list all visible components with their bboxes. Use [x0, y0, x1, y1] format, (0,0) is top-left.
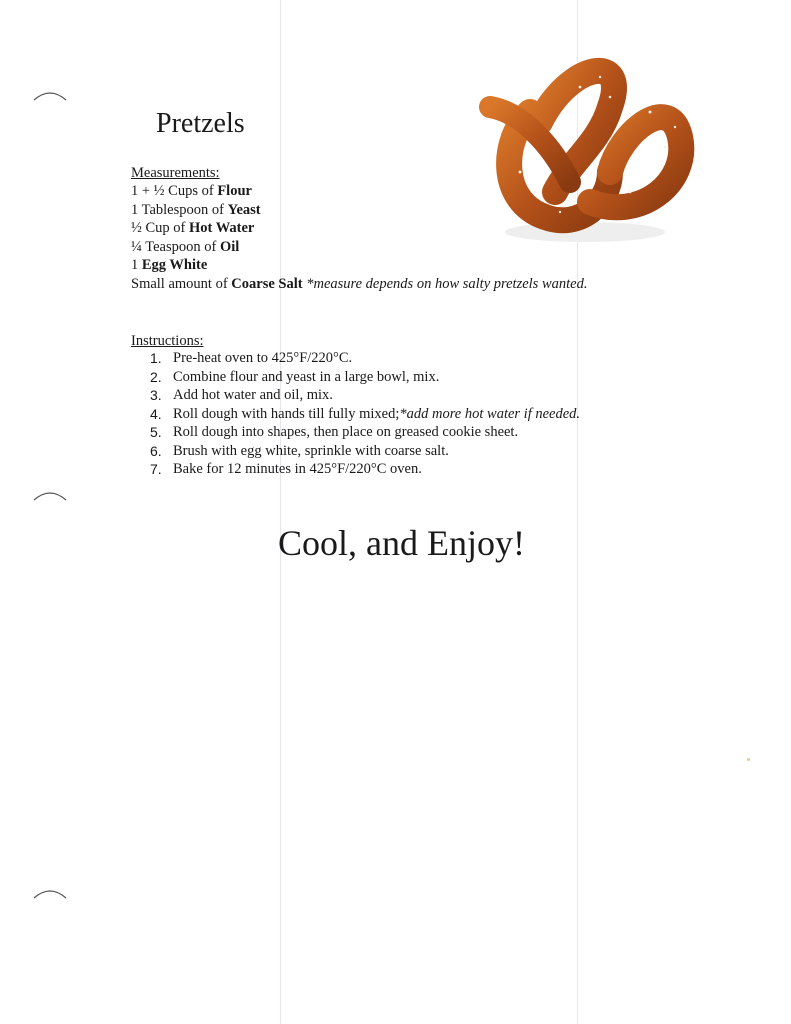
punch-hole-mark	[30, 486, 70, 526]
measurements-heading: Measurements:	[131, 165, 220, 181]
ingredient-item: ½ Cup of Hot Water	[131, 220, 255, 237]
closing-message: Cool, and Enjoy!	[278, 523, 525, 563]
ingredient-item: 1 Tablespoon of Yeast	[131, 201, 261, 218]
instructions-heading: Instructions:	[131, 333, 204, 349]
instruction-step: 5. Roll dough into shapes, then place on greased cookie sheet.	[150, 424, 519, 440]
ingredient-item: 1 + ½ Cups of Flour	[131, 183, 252, 199]
ingredient-item: ¼ Teaspoon of Oil	[131, 238, 240, 255]
scan-line	[280, 0, 281, 1024]
instruction-list	[150, 349, 580, 479]
instruction-step: 2. Combine flour and yeast in a large bowl, mix.	[150, 368, 440, 385]
instruction-step: 7. Bake for 12 minutes in 425°F/220°C oven.	[150, 461, 422, 477]
instruction-step: 3. Add hot water and oil, mix.	[150, 387, 333, 403]
ingredient-item: Small amount of Coarse Salt *measure depends on how salty pretzels wanted.	[131, 275, 588, 292]
punch-hole-mark	[30, 884, 70, 924]
step-note: *add more hot water if needed.	[399, 405, 581, 422]
punch-hole-mark	[30, 86, 70, 126]
ingredient-note: *measure depends on how salty pretzels wanted.	[302, 275, 588, 292]
recipe-title: Pretzels	[156, 108, 245, 139]
instruction-step: 6. Brush with egg white, sprinkle with coarse salt.	[150, 442, 449, 459]
instruction-step: 1. Pre-heat oven to 425°F/220°C.	[150, 350, 353, 366]
scan-speck	[747, 758, 750, 761]
ingredient-item: 1 Egg White	[131, 257, 208, 274]
ingredient-list	[131, 182, 587, 294]
instruction-step: 4. Roll dough with hands till fully mixed; *add more hot water if needed.	[150, 405, 581, 422]
